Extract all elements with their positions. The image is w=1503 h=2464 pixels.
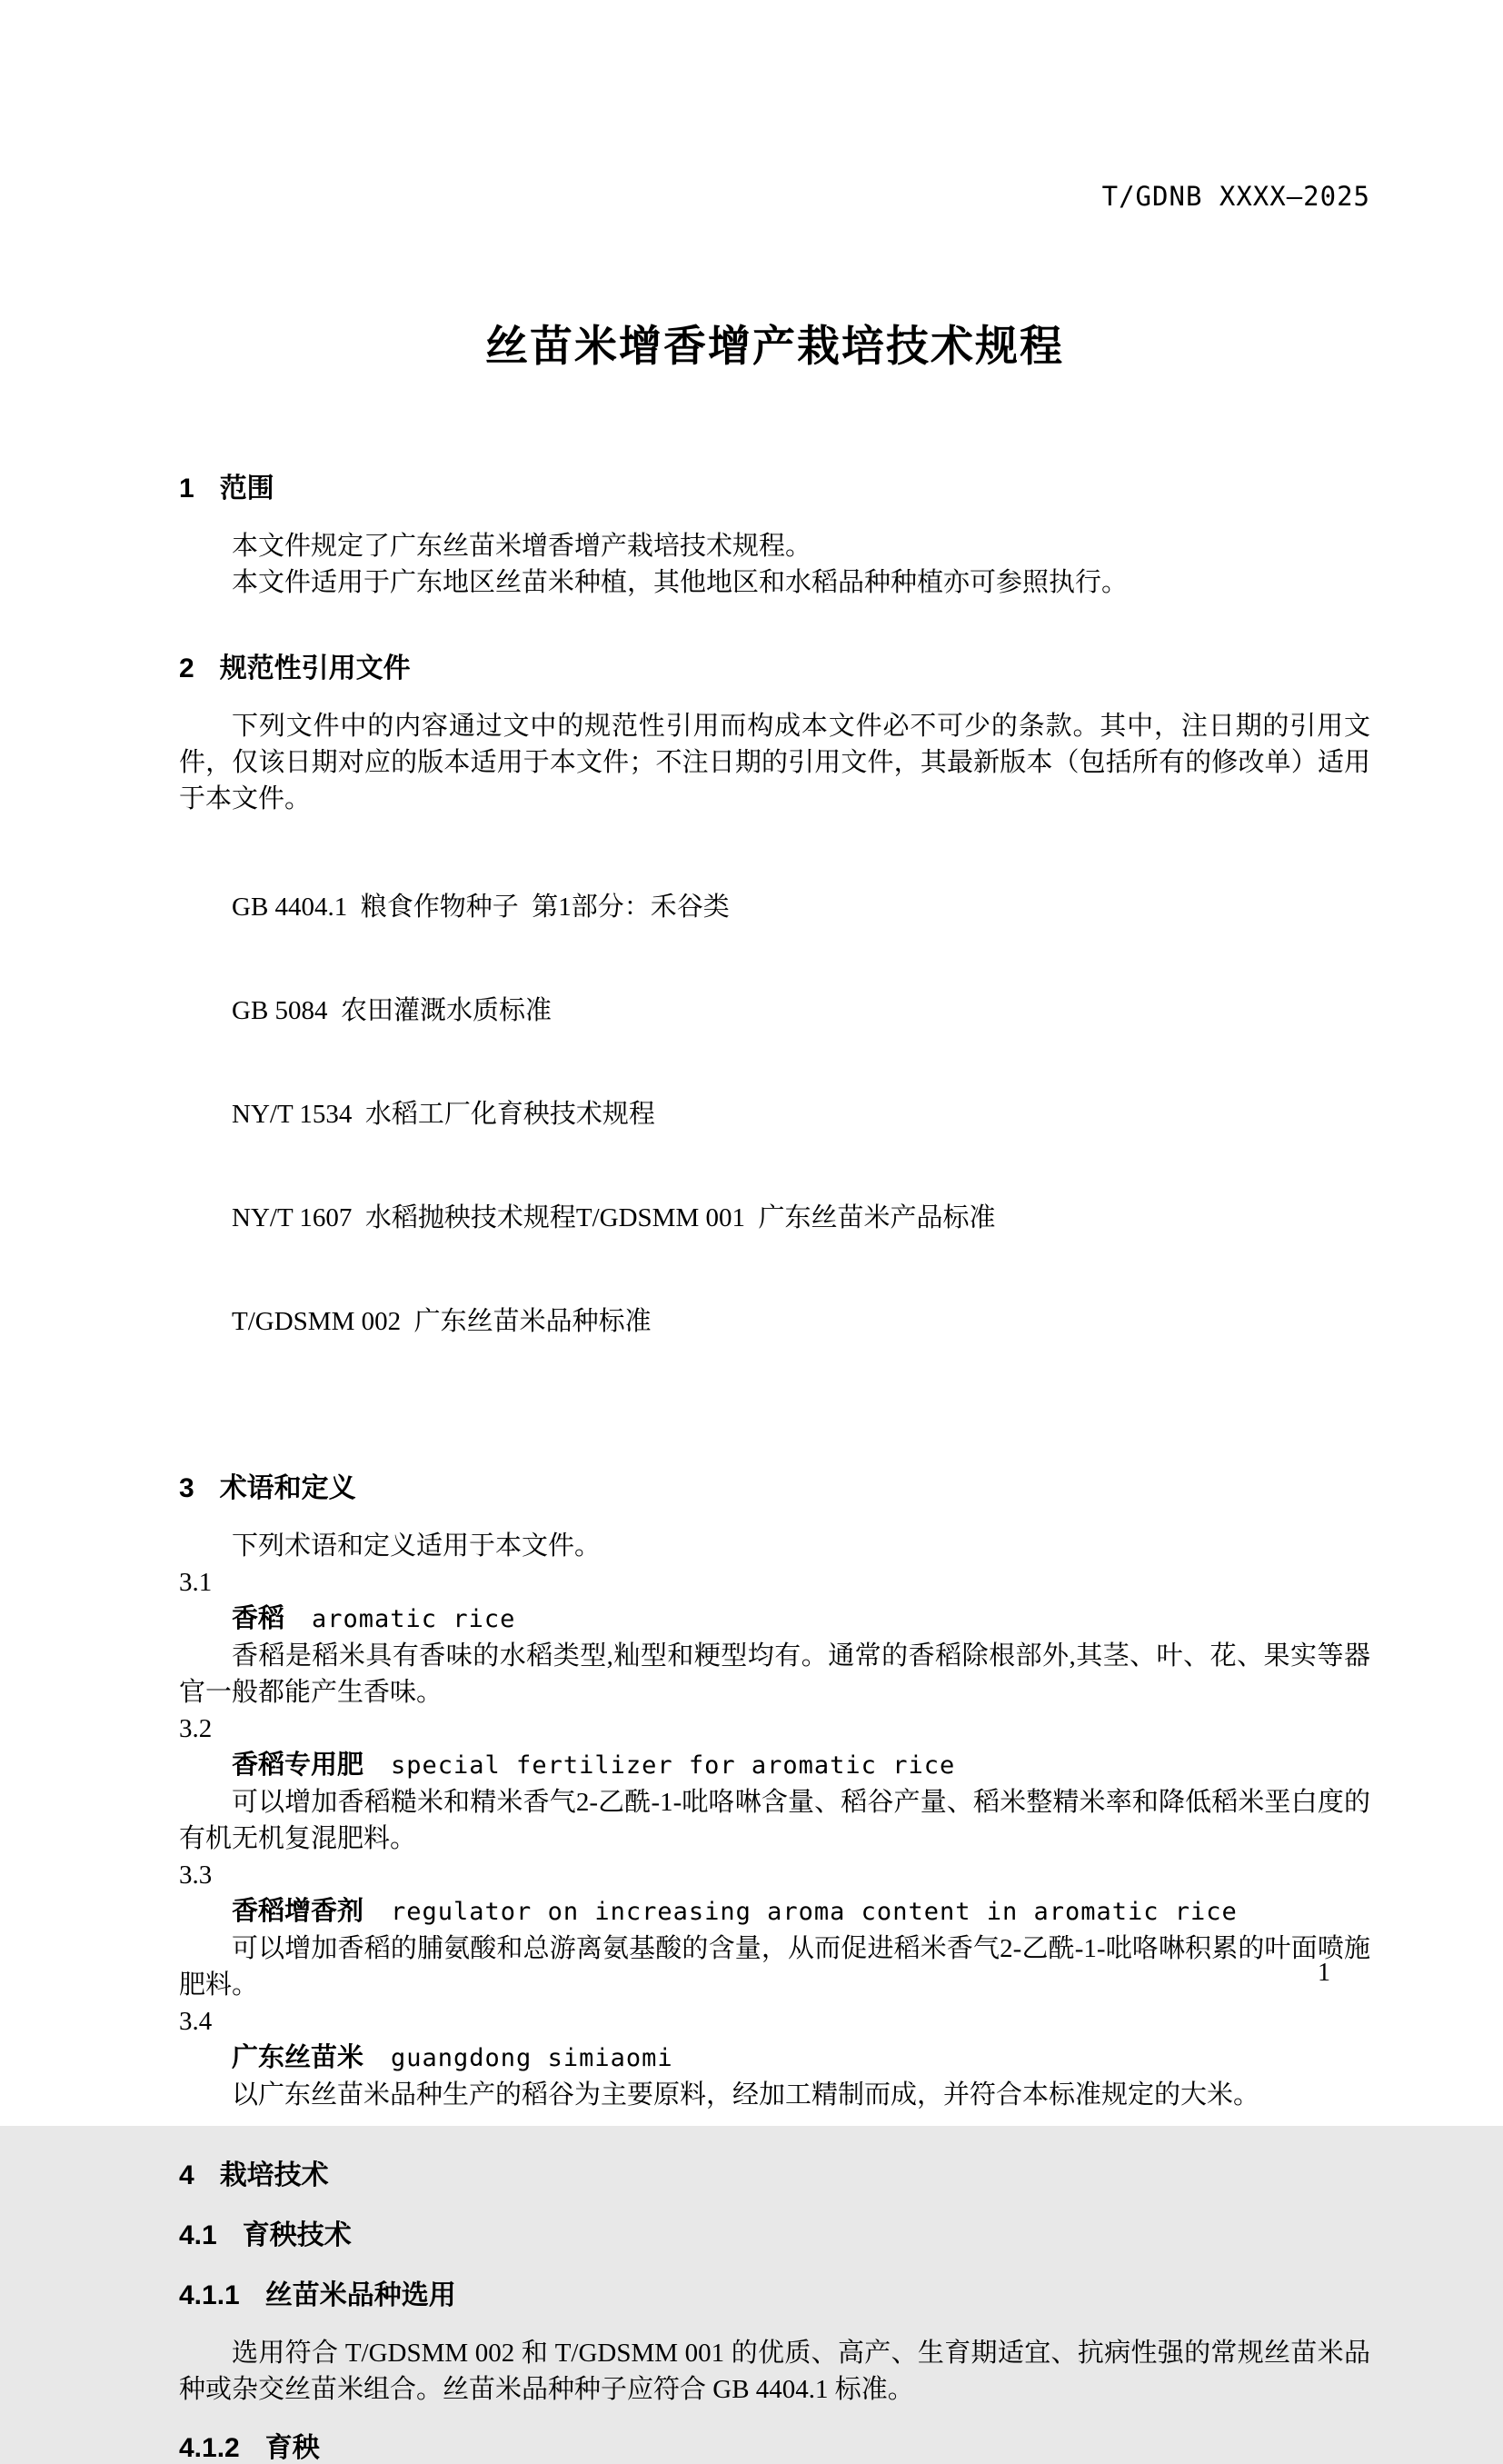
section-3-number: 3: [179, 1473, 194, 1503]
section-3-heading: [179, 1473, 1370, 1504]
reference-item: NY/T 1607 水稻抛秧技术规程T/GDSMM 001 广东丝苗米产品标准: [232, 1203, 996, 1232]
term-line: [179, 2040, 1370, 2077]
page-number: 1: [1318, 1959, 1330, 1987]
term-chinese: 广东丝苗米: [232, 2043, 364, 2072]
section-4-1-title: 育秧技术: [242, 2220, 352, 2250]
term-block-3-4: [179, 2003, 1370, 2113]
term-block-3-2: [179, 1711, 1370, 1857]
term-definition: 可以增加香稻的脯氨酸和总游离氨基酸的含量，从而促进稻米香气2-乙酰-1-吡咯啉积累的叶面喷施肥料。: [179, 1934, 1370, 2000]
section-2-title: 规范性引用文件: [219, 653, 411, 683]
reference-item: NY/T 1534 水稻工厂化育秧技术规程: [232, 1100, 655, 1129]
section-1-number: 1: [179, 474, 194, 504]
section-4-1-2-number: 4.1.2: [179, 2433, 240, 2463]
term-line: [179, 1893, 1370, 1930]
variety-selection-paragraph: 选用符合 T/GDSMM 002 和 T/GDSMM 001 的优质、高产、生育期适宜、抗病性强的常规丝苗米品种或杂交丝苗米组合。丝苗米品种种子应符合 GB 4404.1 标准。: [179, 2339, 1370, 2404]
term-line: [179, 1601, 1370, 1638]
reference-item: T/GDSMM 002 广东丝苗米品种标准: [232, 1307, 652, 1336]
term-block-3-3: [179, 1857, 1370, 2003]
section-4-title: 栽培技术: [219, 2160, 329, 2190]
term-english: aromatic rice: [312, 1605, 516, 1633]
section-4-heading: [179, 2160, 1370, 2191]
section-4-number: 4: [179, 2160, 194, 2190]
section-1-heading: [179, 474, 1370, 504]
section-4-1-1-heading: [179, 2280, 1370, 2311]
term-definition: 以广东丝苗米品种生产的稻谷为主要原料，经加工精制而成，并符合本标准规定的大米。: [232, 2080, 1260, 2110]
reference-item: GB 4404.1 粮食作物种子 第1部分：禾谷类: [232, 893, 730, 922]
scope-paragraph-2: 本文件适用于广东地区丝苗米种植，其他地区和水稻品种种植亦可参照执行。: [232, 568, 1129, 597]
standard-code-header: T/GDNB XXXX—2025: [1101, 181, 1370, 212]
section-4-1-2-heading: [179, 2433, 1370, 2464]
term-definition: 可以增加香稻糙米和精米香气2-乙酰-1-吡咯啉含量、稻谷产量、稻米整精米率和降低稻米垩白度的有机无机复混肥料。: [179, 1788, 1370, 1853]
term-english: guangdong simiaomi: [391, 2044, 673, 2072]
term-line: [179, 1747, 1370, 1784]
section-1-body: [179, 528, 1370, 601]
term-chinese: 香稻: [232, 1604, 285, 1633]
scope-paragraph-1: 本文件规定了广东丝苗米增香增产栽培技术规程。: [232, 532, 812, 561]
term-definition: 香稻是稻米具有香味的水稻类型,籼型和粳型均有。通常的香稻除根部外,其茎、叶、花、果实等器官一般都能产生香味。: [179, 1641, 1370, 1707]
term-english: regulator on increasing aroma content in aromatic rice: [391, 1898, 1238, 1926]
section-2-heading: [179, 653, 1370, 684]
section-4-1-1-title: 丝苗米品种选用: [264, 2280, 456, 2310]
terms-intro: 下列术语和定义适用于本文件。: [232, 1531, 602, 1561]
reference-item: GB 5084 农田灌溉水质标准: [232, 996, 552, 1025]
term-number: 3.4: [179, 2007, 213, 2036]
term-number: 3.2: [179, 1714, 213, 1743]
section-4-1-heading: [179, 2220, 1370, 2251]
term-block-3-1: [179, 1564, 1370, 1711]
section-1-title: 范围: [219, 474, 274, 504]
term-chinese: 香稻增香剂: [232, 1897, 364, 1926]
section-4-1-1-number: 4.1.1: [179, 2280, 240, 2310]
section-4-1-1-body: [179, 2335, 1370, 2408]
term-english: special fertilizer for aromatic rice: [391, 1751, 956, 1780]
section-4-1-number: 4.1: [179, 2220, 217, 2250]
normative-references-intro: 下列文件中的内容通过文中的规范性引用而构成本文件必不可少的条款。其中，注日期的引用文件，仅该日期对应的版本适用于本文件；不注日期的引用文件，其最新版本（包括所有的修改单）适用于本文件。: [179, 712, 1370, 813]
section-2-body: [179, 708, 1370, 817]
term-chinese: 香稻专用肥: [232, 1751, 364, 1780]
section-2-number: 2: [179, 653, 194, 683]
term-number: 3.1: [179, 1568, 213, 1597]
term-number: 3.3: [179, 1860, 213, 1890]
section-4-1-2-title: 育秧: [264, 2433, 320, 2463]
section-3-body: [179, 1528, 1370, 1564]
section-3-title: 术语和定义: [219, 1473, 356, 1503]
reference-list: [179, 821, 1370, 1408]
document-title: 丝苗米增香增产栽培技术规程: [485, 322, 1064, 370]
